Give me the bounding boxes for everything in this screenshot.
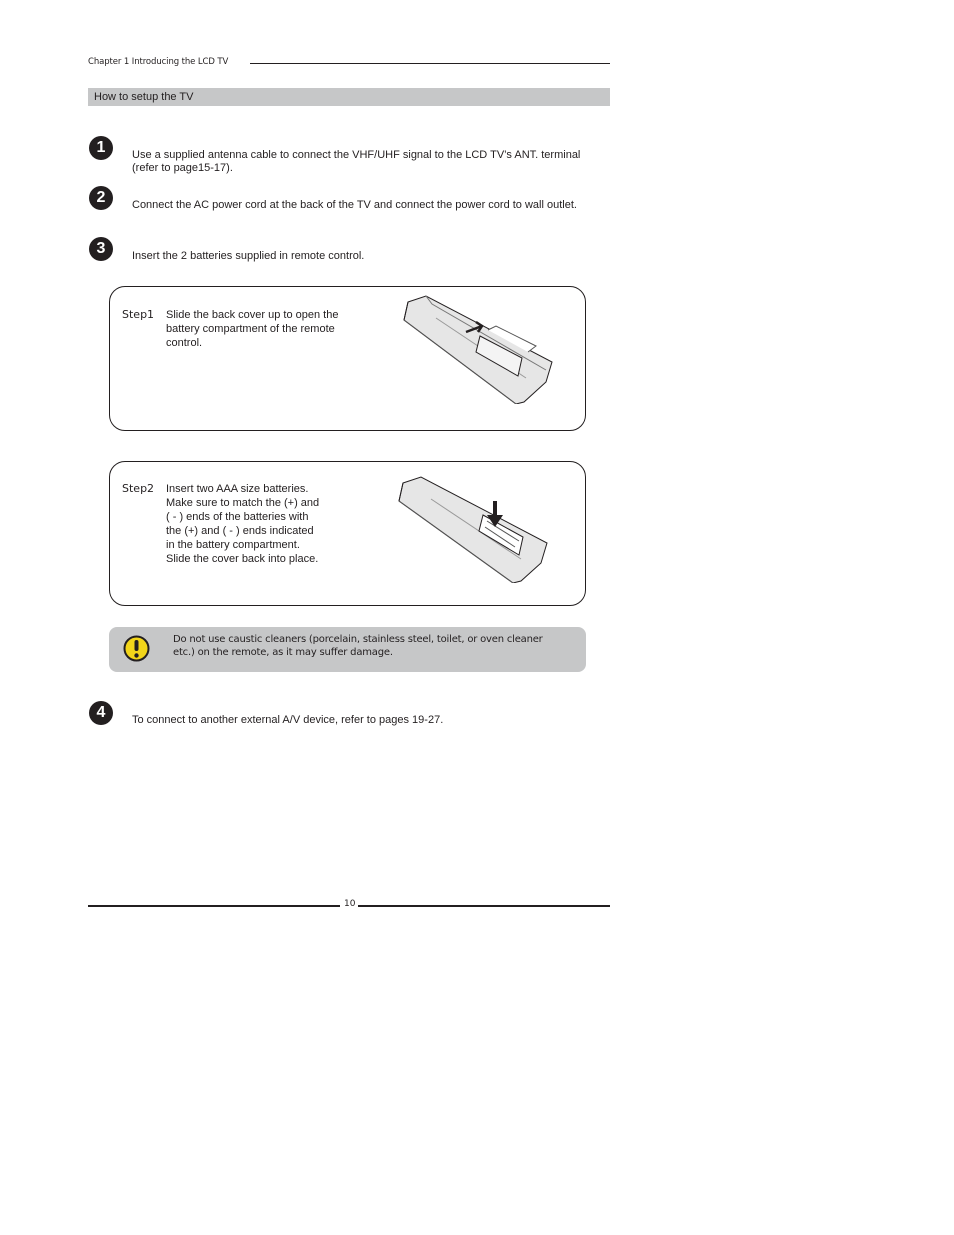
substep-2-description (166, 482, 319, 566)
substep-1-line: control. (166, 337, 203, 349)
footer-rule-left (88, 905, 340, 907)
step-4-text: To connect to another external A/V device, refer to pages 19-27. (132, 714, 444, 726)
chapter-title: Chapter 1 Introducing the LCD TV (88, 57, 229, 67)
step-3-text: Insert the 2 batteries supplied in remote control. (132, 250, 365, 262)
substep-1-line: battery compartment of the remote (166, 323, 335, 335)
substep-2-label: Step2 (122, 482, 155, 495)
substep-1-line: Slide the back cover up to open the (166, 309, 339, 321)
step-1-number-icon: 1 (89, 136, 113, 160)
footer-rule-right (358, 905, 610, 907)
page-number: 10 (344, 899, 356, 909)
substep-2-line: Slide the cover back into place. (166, 553, 319, 565)
step-1-line-1: Use a supplied antenna cable to connect the VHF/UHF signal to the LCD TV’s ANT. terminal (132, 149, 581, 161)
header-rule (250, 63, 610, 64)
substep-2-line: in the battery compartment. (166, 539, 300, 551)
caution-text (173, 633, 543, 659)
step-2-number-icon: 2 (89, 186, 113, 210)
step-3-number-icon: 3 (89, 237, 113, 261)
caution-line-1: Do not use caustic cleaners (porcelain, stainless steel, toilet, or oven cleaner (173, 634, 543, 645)
substep-2-line: Insert two AAA size batteries. (166, 483, 309, 495)
remote-open-cover-illustration (396, 292, 560, 404)
substep-2-line: the (+) and ( - ) ends indicated (166, 525, 314, 537)
substep-1-label: Step1 (122, 308, 155, 321)
substep-1-description (166, 308, 338, 350)
step-2-text: Connect the AC power cord at the back of the TV and connect the power cord to wall outlet. (132, 199, 577, 211)
step-4-number-icon: 4 (89, 701, 113, 725)
exclamation-icon (123, 635, 150, 662)
section-title: How to setup the TV (94, 91, 194, 103)
step-1-text (132, 149, 580, 174)
substep-2-line: Make sure to match the (+) and (166, 497, 320, 509)
remote-insert-batteries-illustration (395, 475, 555, 583)
caution-line-2: etc.) on the remote, as it may suffer damage. (173, 647, 393, 658)
substep-2-line: ( - ) ends of the batteries with (166, 511, 309, 523)
step-1-line-2: (refer to page15-17). (132, 161, 233, 174)
